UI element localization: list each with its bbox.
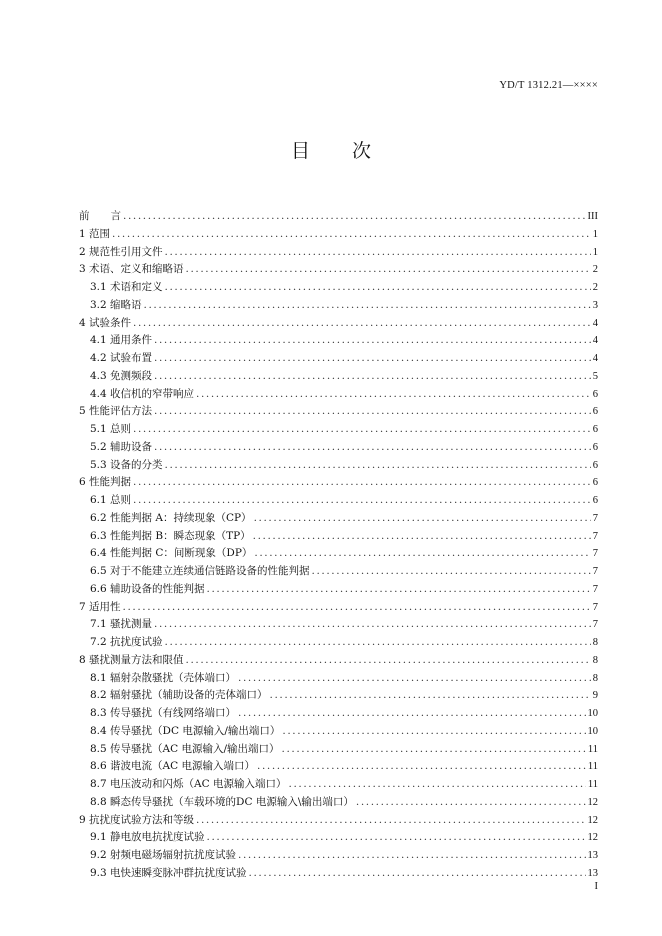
toc-leader-dots (196, 388, 591, 400)
toc-entry-page: 6 (592, 406, 598, 418)
toc-entry-title: 4 试验条件 (79, 316, 132, 329)
toc-leader-dots (282, 743, 586, 755)
toc-entry-page: 7 (592, 619, 598, 631)
toc-entry[interactable] (79, 634, 598, 652)
toc-entry[interactable] (79, 386, 598, 404)
toc-entry-title: 前 言 (79, 210, 121, 222)
toc-leader-dots (270, 689, 591, 701)
toc-leader-dots (254, 547, 590, 559)
toc-entry-page: 7 (592, 530, 598, 542)
toc-entry-title: 7.1 骚扰测量 (90, 618, 153, 631)
toc-entry-title: 8.8 瞬态传导骚扰（车载环境的DC 电源输入\输出端口） (90, 795, 354, 808)
toc-entry-title: 3.2 缩略语 (90, 298, 142, 311)
toc-leader-dots (133, 476, 591, 488)
toc-entry-page: 10 (587, 708, 598, 719)
toc-leader-dots (312, 565, 591, 577)
toc-entry[interactable] (79, 581, 598, 599)
toc-entry-page: 11 (587, 743, 598, 755)
toc-entry-title: 5.1 总则 (90, 423, 132, 435)
toc-entry-page: 7 (592, 512, 598, 524)
toc-entry-page: 7 (592, 583, 598, 595)
toc-entry[interactable] (79, 457, 598, 475)
toc-entry-page: 2 (592, 282, 598, 293)
toc-leader-dots (186, 654, 591, 666)
toc-leader-dots (133, 494, 591, 506)
toc-entry[interactable] (79, 332, 598, 350)
toc-entry-title: 9.3 电快速瞬变脉冲群抗扰度试验 (90, 866, 247, 879)
toc-entry-page: 8 (592, 672, 598, 684)
toc-entry-title: 7 适用性 (79, 600, 121, 613)
toc-leader-dots (257, 760, 586, 772)
title-char-left: 目 (290, 140, 310, 162)
toc-entry[interactable] (79, 297, 598, 315)
toc-entry-page: 11 (587, 779, 598, 790)
toc-entry-title: 4.4 收信机的窄带响应 (90, 387, 195, 400)
toc-entry-title: 4.2 试验布置 (90, 352, 153, 364)
toc-entry-title: 5.3 设备的分类 (90, 458, 163, 471)
toc-entry-title: 6.2 性能判据 A：持续现象（CP） (90, 511, 252, 524)
toc-leader-dots (207, 831, 586, 843)
toc-entry-title: 6 性能判据 (79, 476, 132, 489)
toc-entry-page: 6 (592, 388, 598, 400)
toc-entry[interactable] (79, 812, 598, 830)
toc-entry[interactable] (79, 847, 598, 865)
toc-entry-page: 9 (592, 690, 598, 702)
toc-entry[interactable] (79, 368, 598, 386)
toc-leader-dots (254, 512, 591, 524)
toc-entry[interactable] (79, 741, 598, 759)
toc-entry[interactable] (79, 599, 598, 617)
toc-entry-title: 3 术语、定义和缩略语 (79, 263, 184, 276)
toc-entry-title: 5.2 辅助设备 (90, 440, 153, 453)
toc-entry-page: 5 (592, 370, 598, 382)
toc-leader-dots (154, 441, 591, 453)
toc-entry-page: 6 (592, 424, 598, 435)
toc-entry-title: 7.2 抗扰度试验 (90, 636, 163, 648)
toc-entry-title: 1 范围 (79, 227, 111, 240)
toc-leader-dots (186, 263, 591, 275)
toc-entry-page: III (587, 211, 598, 222)
table-of-contents (79, 208, 598, 883)
toc-leader-dots (133, 317, 591, 329)
toc-entry-title: 8.2 辐射骚扰（辅助设备的壳体端口） (90, 689, 268, 702)
toc-entry[interactable] (79, 794, 598, 812)
toc-entry-page: 6 (592, 459, 598, 471)
toc-entry-title: 9 抗扰度试验方法和等级 (79, 813, 195, 826)
toc-leader-dots (123, 210, 586, 222)
toc-leader-dots (238, 672, 591, 684)
toc-entry[interactable] (79, 758, 598, 776)
toc-entry-title: 3.1 术语和定义 (90, 281, 163, 293)
toc-entry[interactable] (79, 492, 598, 510)
toc-entry[interactable] (79, 208, 598, 226)
toc-entry-page: 11 (587, 761, 598, 773)
page-number: I (594, 881, 598, 892)
toc-entry-title: 6.3 性能判据 B：瞬态现象（TP） (90, 529, 251, 542)
toc-leader-dots (154, 334, 591, 346)
toc-leader-dots (238, 849, 585, 861)
toc-entry-page: 7 (592, 548, 598, 560)
toc-entry-title: 9.1 静电放电抗扰度试验 (90, 831, 205, 844)
toc-entry[interactable] (79, 350, 598, 368)
toc-entry-title: 2 规范性引用文件 (79, 245, 163, 258)
toc-entry-title: 8.5 传导骚扰（AC 电源输入/输出端口） (90, 742, 280, 755)
toc-entry-page: 13 (587, 867, 598, 879)
toc-entry-title: 6.4 性能判据 C：间断现象（DP） (90, 547, 253, 560)
toc-leader-dots (356, 796, 586, 808)
toc-entry-page: 7 (592, 601, 598, 613)
toc-entry[interactable] (79, 244, 598, 262)
toc-entry[interactable] (79, 670, 598, 688)
toc-entry-page: 4 (592, 335, 598, 347)
toc-leader-dots (289, 778, 586, 790)
toc-entry[interactable] (79, 261, 598, 279)
toc-entry[interactable] (79, 705, 598, 723)
toc-entry-page: 7 (592, 566, 598, 577)
toc-entry-page: 1 (592, 246, 598, 258)
toc-entry[interactable] (79, 403, 598, 421)
toc-entry-page: 2 (592, 264, 598, 276)
toc-entry-page: 1 (592, 228, 598, 240)
toc-leader-dots (196, 814, 585, 826)
toc-entry-title: 6.1 总则 (90, 494, 132, 506)
toc-leader-dots (165, 636, 591, 648)
toc-leader-dots (165, 281, 591, 293)
toc-leader-dots (249, 867, 586, 879)
toc-leader-dots (133, 423, 591, 435)
toc-entry[interactable] (79, 776, 598, 794)
toc-entry[interactable] (79, 687, 598, 705)
toc-entry[interactable] (79, 563, 598, 581)
toc-leader-dots (238, 707, 585, 719)
toc-entry-title: 8.6 谐波电流（AC 电源输入端口） (90, 760, 255, 773)
toc-entry-page: 12 (587, 832, 598, 844)
toc-entry[interactable] (79, 474, 598, 492)
toc-entry[interactable] (79, 528, 598, 546)
toc-leader-dots (154, 618, 591, 630)
toc-entry-page: 6 (592, 441, 598, 453)
toc-entry-page: 10 (587, 725, 598, 737)
toc-entry-page: 4 (592, 353, 598, 364)
toc-entry-page: 3 (592, 299, 598, 311)
toc-entry-title: 8.4 传导骚扰（DC 电源输入/输出端口） (90, 724, 281, 737)
toc-entry[interactable] (79, 421, 598, 439)
toc-entry-page: 12 (587, 814, 598, 826)
toc-leader-dots (144, 299, 591, 311)
toc-entry-page: 8 (592, 654, 598, 666)
toc-entry-page: 6 (592, 477, 598, 489)
page-title (0, 136, 662, 163)
toc-entry-title: 8 骚扰测量方法和限值 (79, 653, 184, 666)
toc-entry-title: 8.7 电压波动和闪烁（AC 电源输入端口） (90, 778, 287, 790)
toc-entry-title: 8.1 辐射杂散骚扰（壳体端口） (90, 671, 237, 684)
toc-entry[interactable] (79, 652, 598, 670)
toc-entry-page: 8 (592, 637, 598, 648)
document-code: YD/T 1312.21—×××× (499, 80, 598, 91)
toc-leader-dots (154, 352, 591, 364)
toc-entry-title: 5 性能评估方法 (79, 405, 153, 418)
toc-entry[interactable] (79, 616, 598, 634)
toc-entry[interactable] (79, 226, 598, 244)
toc-leader-dots (123, 601, 591, 613)
toc-entry[interactable] (79, 510, 598, 528)
toc-leader-dots (165, 459, 591, 471)
toc-entry-page: 13 (587, 850, 598, 861)
toc-leader-dots (154, 405, 591, 417)
toc-entry-title: 6.5 对于不能建立连续通信链路设备的性能判据 (90, 565, 310, 577)
toc-entry-page: 12 (587, 796, 598, 808)
toc-leader-dots (165, 246, 591, 258)
toc-leader-dots (112, 228, 591, 240)
toc-entry[interactable] (79, 439, 598, 457)
toc-entry[interactable] (79, 865, 598, 883)
title-char-right: 次 (352, 140, 372, 162)
toc-leader-dots (154, 370, 591, 382)
toc-entry[interactable] (79, 545, 598, 563)
toc-leader-dots (282, 725, 585, 737)
toc-entry[interactable] (79, 829, 598, 847)
toc-leader-dots (207, 583, 591, 595)
toc-entry-title: 8.3 传导骚扰（有线网络端口） (90, 707, 237, 719)
toc-entry-title: 4.1 通用条件 (90, 334, 153, 347)
toc-entry-title: 6.6 辅助设备的性能判据 (90, 582, 205, 595)
toc-entry[interactable] (79, 315, 598, 333)
toc-entry[interactable] (79, 723, 598, 741)
toc-entry-page: 6 (592, 495, 598, 506)
toc-entry-title: 9.2 射频电磁场辐射抗扰度试验 (90, 849, 237, 861)
toc-entry-page: 4 (592, 317, 598, 329)
toc-entry[interactable] (79, 279, 598, 297)
toc-entry-title: 4.3 免测频段 (90, 369, 153, 382)
toc-leader-dots (253, 530, 591, 542)
